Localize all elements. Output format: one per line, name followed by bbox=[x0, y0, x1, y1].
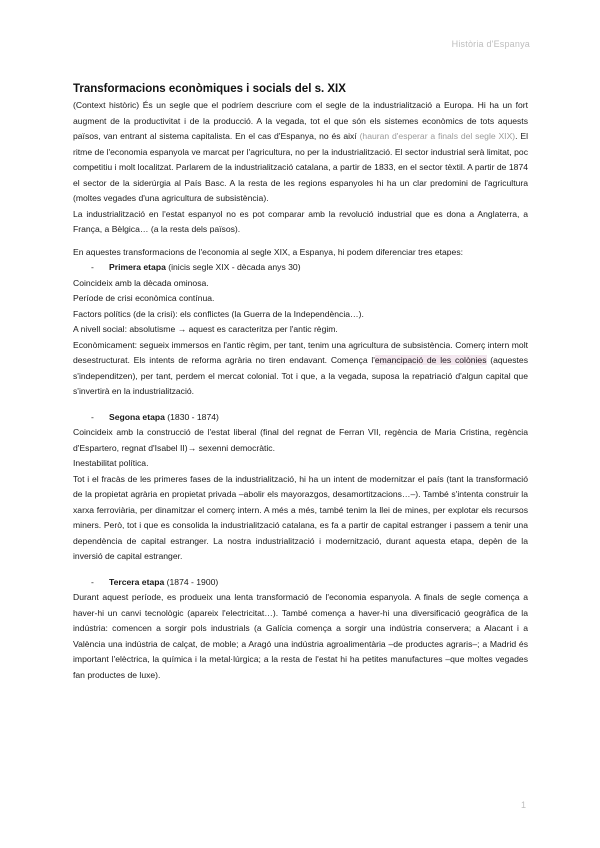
stage-1-heading bbox=[73, 260, 528, 276]
stage-3-name: Tercera etapa bbox=[109, 576, 165, 587]
stage-2-paragraph-2: Inestabilitat política. bbox=[73, 458, 149, 468]
page-header: Història d'Espanya bbox=[451, 39, 530, 49]
stage-1-line-1: Coincideix amb la dècada ominosa. bbox=[73, 277, 209, 288]
stage-2-dates: (1830 - 1874) bbox=[164, 411, 219, 422]
stage-1-economy-paragraph bbox=[73, 338, 528, 400]
context-paragraph bbox=[73, 98, 528, 207]
stage-1-economy-text-1: Econòmicament: segueix immersos en l'antic règim, per tant, tenim una agricultura de subsistència. Comerç intern molt desestructurat. Els intents de reforma agrària no tiren endavant. Comença l' bbox=[73, 339, 528, 365]
stages-intro: En aquestes transformacions de l'economia al segle XIX, a Espanya, hi podem diferenciar tres etapes: bbox=[73, 246, 464, 257]
document-body bbox=[73, 83, 528, 683]
stage-1-line-4: A nivell social: absolutisme → aquest es caracteritza per l'antic règim. bbox=[73, 324, 338, 334]
list-dash: - bbox=[91, 262, 94, 272]
highlighted-phrase: emancipació de les colònies bbox=[374, 355, 487, 365]
page-number: 1 bbox=[520, 800, 526, 810]
stage-3-dates: (1874 - 1900) bbox=[164, 576, 219, 587]
list-dash: - bbox=[91, 411, 94, 422]
stage-1-name: Primera etapa bbox=[109, 262, 166, 272]
stage-1-economy-text-2: (aquestes s'independitzen), per tant, perdem el mercat colonial. Tot i que, a la vegada, suposa la repatriació d'algun capital que s'invertirà en la industrialització. bbox=[73, 355, 528, 396]
stage-2-heading bbox=[73, 410, 528, 426]
context-aside: (hauran d'esperar a finals del segle XIX) bbox=[359, 131, 516, 141]
document-title: Transformacions econòmiques i socials del s. XIX bbox=[73, 83, 346, 95]
stage-1-line-2: Període de crisi econòmica contínua. bbox=[73, 293, 215, 303]
stage-3-paragraph: Durant aquest període, es produeix una lenta transformació de l'economia espanyola. A finals de segle comença a haver-hi un canvi tecnològic (apareix l'electricitat…). També comença a haver-hi una diversificació geogràfica de la indústria: comencen a sorgir pols industrials (a Galícia comença a sorgir una indústria conservera; a Alacant i a València una indústria de calçat, de moble; a Aragó una indústria agroalimentària –de productes agraris–; a Madrid és important l'elèctrica, la química i la metal·lúrgica; a la resta de l'estat hi ha petites manufactures –que moltes vegades fan productes de luxe). bbox=[73, 592, 528, 680]
stage-2-paragraph-3: Tot i el fracàs de les primeres fases de la industrialització, hi ha un intent de modernitzar el país (tant la transformació de la propietat agrària en propietat privada –abolir els mayorazgos, desamortitzacions…–). També s'intenta construir la xarxa ferroviària, per dinamitzar el comerç intern. A més a més, també tenim la llei de mines, per explotar els recursos miners. Però, tot i que es consolida la industrialització catalana, es fa a partir de capital estranger i passem a tenir una dependència de capital estranger. La nostra industrialització i modernització, durant aquesta etapa, depèn de la inversió de capital estranger. bbox=[73, 473, 528, 561]
list-dash: - bbox=[91, 576, 94, 587]
stage-2-name: Segona etapa bbox=[109, 411, 165, 422]
stage-1-line-3: Factors polítics (de la crisi): els conflictes (la Guerra de la Independència…). bbox=[73, 308, 364, 319]
stage-1-dates: (inicis segle XIX - dècada anys 30) bbox=[165, 262, 301, 272]
context-text-2: . El ritme de l'economia espanyola ve marcat per l'agricultura, no per la industrialització. El sector industrial serà limitat, poc competitiu i molt localitzat. Parlarem de la industrialització catalana, a partir de 1833, en el sector tèxtil. A partir de 1874 el sector de la siderúrgia al País Basc. A la resta de les regions espanyoles hi ha un clar predomini de l'agricultura (moltes vegades d'una agricultura de subsistència). bbox=[73, 131, 529, 203]
context-text-1: (Context històric) És un segle que el podríem descriure com el segle de la industrialització a Europa. Hi ha un fort augment de la productivitat i de la producció. A la vegada, tot el que són els sistemes econòmics de tots aquests països, van entrant al sistema capitalista. En el cas d'Espanya, no és així bbox=[73, 100, 528, 141]
comparison-paragraph: La industrialització en l'estat espanyol no es pot comparar amb la revolució industrial que es dona a Anglaterra, a França, a Bèlgica… (a la resta dels països). bbox=[73, 208, 528, 234]
stage-2-paragraph-1: Coincideix amb la construcció de l'estat liberal (final del regnat de Ferran VII, regència de Maria Cristina, regència d'Espartero, regnat d'Isabel II)→ sexenni democràtic. bbox=[73, 427, 528, 453]
stage-3-heading bbox=[73, 575, 528, 591]
